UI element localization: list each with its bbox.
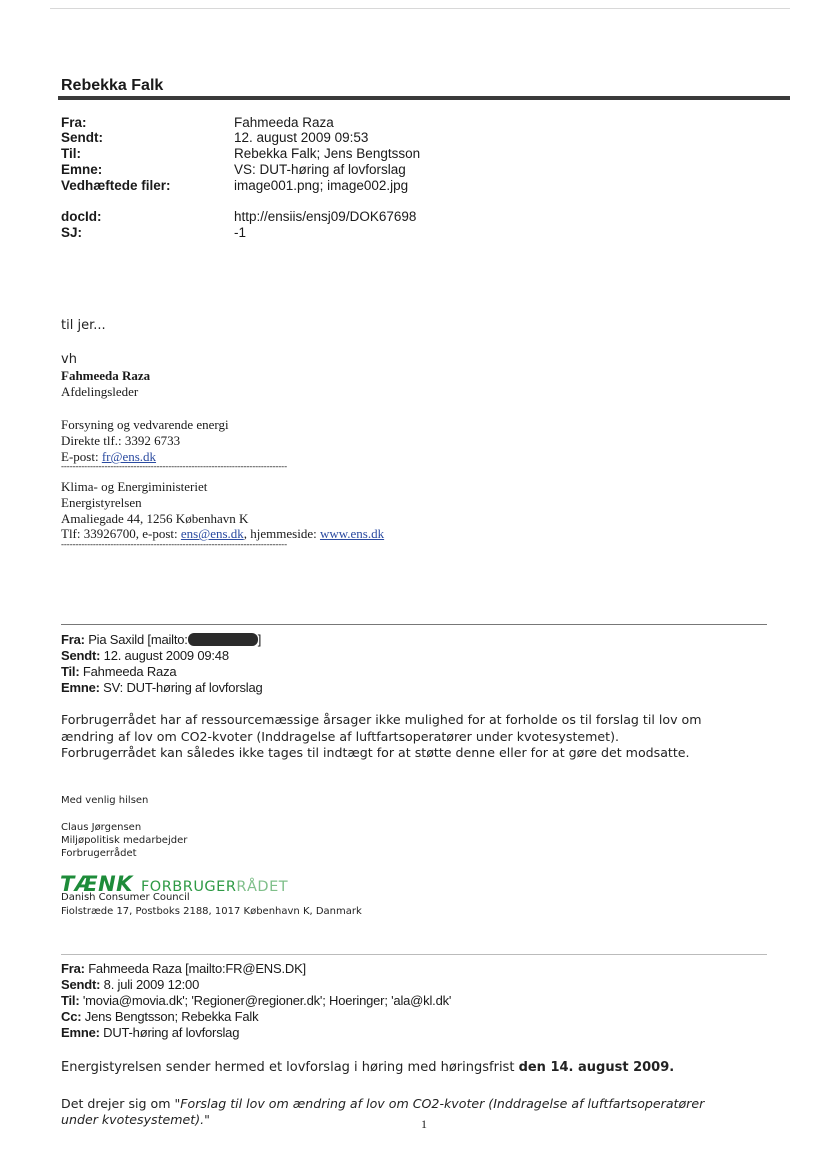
msg3-body1-text: Energistyrelsen sender hermed et lovforslag i høring med høringsfrist bbox=[61, 1060, 519, 1075]
contact-mid: , hjemmeside: bbox=[243, 526, 320, 541]
msg2-subject-label: Emne: bbox=[61, 680, 100, 695]
redacted-email bbox=[188, 633, 258, 646]
msg3-body-line bbox=[61, 1096, 704, 1113]
msg3-subject bbox=[61, 1025, 239, 1041]
header-label: Fra: bbox=[61, 115, 87, 130]
closing: vh bbox=[61, 352, 77, 367]
msg2-sent-label: Sendt: bbox=[61, 648, 101, 663]
header-row-docid bbox=[61, 209, 416, 225]
msg3-from-value: Fahmeeda Raza [mailto:FR@ENS.DK] bbox=[88, 961, 306, 976]
header-row-attachments bbox=[61, 178, 408, 194]
contact-prefix: Tlf: 33926700, e-post: bbox=[61, 526, 181, 541]
page-top-line bbox=[50, 8, 790, 9]
sig-title: Miljøpolitisk medarbejder bbox=[61, 835, 188, 846]
msg3-subject-value: DUT-høring af lovforslag bbox=[103, 1025, 240, 1040]
council-name: Danish Consumer Council bbox=[61, 892, 190, 903]
msg3-to bbox=[61, 993, 451, 1009]
msg3-body-line bbox=[61, 1060, 674, 1077]
contact-email-link[interactable]: ens@ens.dk bbox=[180, 526, 244, 541]
msg3-from-label: Fra: bbox=[61, 961, 85, 976]
msg2-body-line: Forbrugerrådet har af ressourcemæssige årsager ikke mulighed for at forholde os til forslag til lov om bbox=[61, 712, 702, 727]
email-label: E-post: bbox=[61, 449, 102, 464]
msg3-cc bbox=[61, 1009, 258, 1025]
msg3-body-line bbox=[61, 1112, 210, 1129]
logo-fb-part2: RÅDET bbox=[236, 879, 289, 895]
department: Forsyning og vedvarende energi bbox=[61, 417, 229, 432]
msg2-from-value: Pia Saxild [mailto: bbox=[88, 632, 188, 647]
header-row-sent bbox=[61, 130, 368, 146]
msg3-sent-label: Sendt: bbox=[61, 977, 101, 992]
msg2-body-line: Forbrugerrådet kan således ikke tages til indtægt for at støtte denne eller for at gøre det modsatte. bbox=[61, 745, 690, 760]
msg2-sent-value: 12. august 2009 09:48 bbox=[103, 648, 229, 663]
header-label: Til: bbox=[61, 146, 81, 161]
msg3-cc-label: Cc: bbox=[61, 1009, 82, 1024]
sender-name: Fahmeeda Raza bbox=[61, 368, 151, 383]
msg3-bill-title: Forslag til lov om ændring af lov om CO2-kvoter (Inddragelse af luftfartsoperatører bbox=[180, 1096, 705, 1111]
signature-divider: ------------------------------------------------------------------------------ bbox=[61, 461, 287, 471]
signature-divider: ------------------------------------------------------------------------------ bbox=[61, 539, 287, 549]
regards: Med venlig hilsen bbox=[61, 795, 149, 806]
header-value: -1 bbox=[234, 225, 247, 240]
header-value: Rebekka Falk; Jens Bengtsson bbox=[234, 146, 421, 161]
msg2-to bbox=[61, 664, 176, 680]
msg3-deadline: den 14. august 2009. bbox=[518, 1060, 675, 1075]
msg2-to-value: Fahmeeda Raza bbox=[82, 664, 177, 679]
msg2-from-label: Fra: bbox=[61, 632, 85, 647]
owner-rule bbox=[58, 96, 790, 100]
msg2-from-end: ] bbox=[257, 632, 262, 647]
msg3-sent bbox=[61, 977, 199, 993]
logo-taenk: TÆNK bbox=[60, 872, 133, 896]
msg3-cc-value: Jens Bengtsson; Rebekka Falk bbox=[84, 1009, 259, 1024]
msg3-body2-text: Det drejer sig om " bbox=[61, 1096, 181, 1111]
header-row-from bbox=[61, 115, 334, 131]
header-value: http://ensiis/ensj09/DOK67698 bbox=[234, 209, 417, 224]
msg2-from bbox=[61, 632, 261, 648]
phone: Direkte tlf.: 3392 6733 bbox=[61, 433, 181, 448]
org-ministry: Klima- og Energiministeriet bbox=[61, 479, 208, 494]
msg2-to-label: Til: bbox=[61, 664, 80, 679]
msg3-from bbox=[61, 961, 306, 977]
msg2-body-line: ændring af lov om CO2-kvoter (Inddragelse af luftfartsoperatører under kvotesystemet). bbox=[61, 729, 619, 744]
header-row-to bbox=[61, 146, 420, 162]
header-value: 12. august 2009 09:53 bbox=[234, 130, 369, 145]
website-link[interactable]: www.ens.dk bbox=[319, 526, 385, 541]
msg2-sent bbox=[61, 648, 229, 664]
msg3-to-value: 'movia@movia.dk'; 'Regioner@regioner.dk'; Hoeringer; 'ala@kl.dk' bbox=[82, 993, 452, 1008]
header-label: Sendt: bbox=[61, 130, 103, 145]
logo-fb-part1: FORBRUGER bbox=[140, 879, 237, 895]
org-agency: Energistyrelsen bbox=[61, 495, 142, 510]
header-label: SJ: bbox=[61, 225, 83, 240]
sig-name: Claus Jørgensen bbox=[61, 822, 142, 833]
header-value: image001.png; image002.jpg bbox=[234, 178, 409, 193]
header-label: Vedhæftede filer: bbox=[61, 178, 171, 193]
msg3-bill-title-cont: under kvotesystemet)." bbox=[61, 1112, 210, 1127]
email-link[interactable]: fr@ens.dk bbox=[101, 449, 157, 464]
header-value: Fahmeeda Raza bbox=[234, 115, 334, 130]
msg2-subject bbox=[61, 680, 263, 696]
msg2-subject-value: SV: DUT-høring af lovforslag bbox=[103, 680, 263, 695]
sender-title: Afdelingsleder bbox=[61, 384, 139, 399]
msg3-to-label: Til: bbox=[61, 993, 80, 1008]
mailbox-owner: Rebekka Falk bbox=[61, 77, 164, 94]
greeting: til jer... bbox=[61, 318, 106, 333]
council-address: Fiolstræde 17, Postboks 2188, 1017 København K, Danmark bbox=[61, 906, 362, 917]
header-label: Emne: bbox=[61, 162, 103, 177]
header-value: VS: DUT-høring af lovforslag bbox=[234, 162, 406, 177]
sig-org: Forbrugerrådet bbox=[61, 848, 137, 859]
msg3-sent-value: 8. juli 2009 12:00 bbox=[103, 977, 200, 992]
page-number: 1 bbox=[421, 1117, 427, 1131]
header-row-sj bbox=[61, 225, 246, 241]
org-address: Amaliegade 44, 1256 København K bbox=[61, 511, 249, 526]
header-label: docId: bbox=[61, 209, 102, 224]
msg3-subject-label: Emne: bbox=[61, 1025, 100, 1040]
message-separator bbox=[61, 624, 767, 625]
header-row-subject bbox=[61, 162, 406, 178]
message-separator bbox=[61, 954, 767, 955]
